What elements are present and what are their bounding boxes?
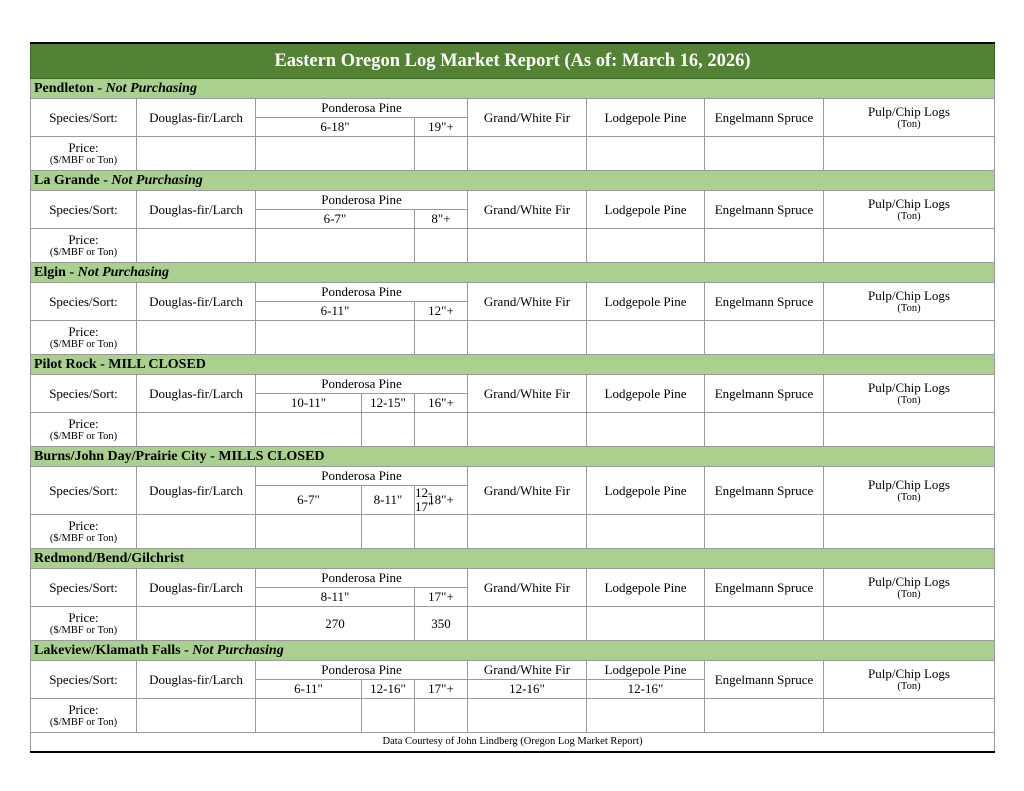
species-sort-label: Species/Sort: xyxy=(31,191,137,229)
ponderosa-header: Ponderosa Pine xyxy=(256,99,468,118)
price-cell xyxy=(468,413,587,447)
price-cell xyxy=(824,699,995,733)
price-cell xyxy=(256,229,415,263)
price-cell xyxy=(415,515,468,548)
price-cell xyxy=(362,699,415,732)
pp-sort: 8-11" xyxy=(362,486,415,514)
ponderosa-header: Ponderosa Pine xyxy=(256,569,468,588)
lodgepole-header: Lodgepole Pine xyxy=(587,661,705,680)
pp-sort xyxy=(362,680,468,699)
engelmann-header: Engelmann Spruce xyxy=(705,283,824,321)
pulp-header: Pulp/Chip Logs (Ton) xyxy=(824,569,995,607)
lodgepole-header: Lodgepole Pine xyxy=(587,467,705,515)
ponderosa-header: Ponderosa Pine xyxy=(256,283,468,302)
price-cell xyxy=(362,515,468,549)
price-cell xyxy=(415,321,468,355)
price-label: Price: ($/MBF or Ton) xyxy=(31,229,137,263)
engelmann-header: Engelmann Spruce xyxy=(705,661,824,699)
price-cell xyxy=(824,413,995,447)
price-cell xyxy=(137,229,256,263)
price-cell xyxy=(137,413,256,447)
price-cell xyxy=(256,137,415,171)
ponderosa-header: Ponderosa Pine xyxy=(256,467,468,486)
price-value: 350 xyxy=(415,607,468,641)
lodgepole-header: Lodgepole Pine xyxy=(587,283,705,321)
species-sort-label: Species/Sort: xyxy=(31,283,137,321)
pp-sort: 12-16" xyxy=(362,680,415,698)
lodgepole-header: Lodgepole Pine xyxy=(587,191,705,229)
price-cell xyxy=(137,137,256,171)
pulp-header: Pulp/Chip Logs (Ton) xyxy=(824,467,995,515)
price-cell xyxy=(415,699,468,732)
pulp-header: Pulp/Chip Logs (Ton) xyxy=(824,661,995,699)
species-sort-label: Species/Sort: xyxy=(31,467,137,515)
price-cell xyxy=(824,515,995,549)
engelmann-header: Engelmann Spruce xyxy=(705,191,824,229)
species-sort-label: Species/Sort: xyxy=(31,375,137,413)
douglas-fir-header: Douglas-fir/Larch xyxy=(137,191,256,229)
price-cell xyxy=(587,607,705,641)
price-label: Price: ($/MBF or Ton) xyxy=(31,413,137,447)
price-cell xyxy=(824,137,995,171)
price-cell xyxy=(824,229,995,263)
price-cell xyxy=(587,137,705,171)
pulp-header: Pulp/Chip Logs (Ton) xyxy=(824,283,995,321)
price-cell xyxy=(705,607,824,641)
pulp-header: Pulp/Chip Logs (Ton) xyxy=(824,375,995,413)
pp-sort: 12"+ xyxy=(415,302,468,321)
grand-white-fir-header: Grand/White Fir xyxy=(468,99,587,137)
grand-white-fir-sort: 12-16" xyxy=(468,680,587,699)
engelmann-header: Engelmann Spruce xyxy=(705,99,824,137)
grand-white-fir-header: Grand/White Fir xyxy=(468,569,587,607)
price-cell xyxy=(415,137,468,171)
pp-sort: 6-11" xyxy=(256,680,362,699)
douglas-fir-header: Douglas-fir/Larch xyxy=(137,467,256,515)
engelmann-header: Engelmann Spruce xyxy=(705,467,824,515)
region-status: Not Purchasing xyxy=(192,642,284,658)
price-cell xyxy=(362,413,468,447)
lodgepole-sort: 12-16" xyxy=(587,680,705,699)
price-cell xyxy=(587,413,705,447)
pp-sort: 6-7" xyxy=(256,486,362,515)
douglas-fir-header: Douglas-fir/Larch xyxy=(137,99,256,137)
price-label: Price: ($/MBF or Ton) xyxy=(31,607,137,641)
species-sort-label: Species/Sort: xyxy=(31,569,137,607)
region-redmond: Redmond/Bend/Gilchrist xyxy=(31,549,995,569)
price-label: Price: ($/MBF or Ton) xyxy=(31,515,137,549)
grand-white-fir-header: Grand/White Fir xyxy=(468,467,587,515)
pp-sort: 16"+ xyxy=(428,395,454,410)
pp-sort: 8-11" 12-17" 18"+ xyxy=(362,486,468,515)
price-cell xyxy=(705,515,824,549)
price-cell xyxy=(587,515,705,549)
price-cell xyxy=(362,699,468,733)
price-cell xyxy=(824,607,995,641)
log-market-table xyxy=(30,42,995,753)
price-cell xyxy=(705,321,824,355)
price-cell xyxy=(137,699,256,733)
engelmann-header: Engelmann Spruce xyxy=(705,375,824,413)
price-cell xyxy=(137,321,256,355)
price-cell xyxy=(705,229,824,263)
pp-sort: 8"+ xyxy=(415,210,468,229)
price-cell xyxy=(587,229,705,263)
species-sort-label: Species/Sort: xyxy=(31,661,137,699)
grand-white-fir-header: Grand/White Fir xyxy=(468,283,587,321)
price-cell xyxy=(468,229,587,263)
pp-sort: 17"+ xyxy=(428,681,454,696)
price-cell xyxy=(137,515,256,549)
price-cell xyxy=(705,137,824,171)
pp-sort: 10-11" xyxy=(256,394,362,413)
footer-credit: Data Courtesy of John Lindberg (Oregon Log Market Report) xyxy=(31,733,995,753)
pp-sort: 18"+ xyxy=(428,492,454,507)
douglas-fir-header: Douglas-fir/Larch xyxy=(137,661,256,699)
pp-sort: 19"+ xyxy=(415,118,468,137)
price-cell xyxy=(137,607,256,641)
pulp-header: Pulp/Chip Logs (Ton) xyxy=(824,191,995,229)
grand-white-fir-header: Grand/White Fir xyxy=(468,661,587,680)
price-cell xyxy=(705,699,824,733)
region-status: Not Purchasing xyxy=(105,80,197,96)
price-cell xyxy=(256,413,362,447)
pp-sort xyxy=(362,394,468,413)
price-cell xyxy=(468,137,587,171)
region-status: Not Purchasing xyxy=(111,172,203,188)
price-cell xyxy=(362,413,415,446)
price-cell xyxy=(587,321,705,355)
engelmann-header: Engelmann Spruce xyxy=(705,569,824,607)
douglas-fir-header: Douglas-fir/Larch xyxy=(137,569,256,607)
pp-sort: 12-15" xyxy=(362,394,415,412)
price-cell xyxy=(415,413,468,446)
price-cell xyxy=(362,515,415,548)
grand-white-fir-header: Grand/White Fir xyxy=(468,375,587,413)
price-cell xyxy=(705,413,824,447)
price-cell xyxy=(824,321,995,355)
price-cell xyxy=(587,699,705,733)
ponderosa-header: Ponderosa Pine xyxy=(256,191,468,210)
price-label: Price: ($/MBF or Ton) xyxy=(31,321,137,355)
report-title: Eastern Oregon Log Market Report (As of: March 16, 2026) xyxy=(31,43,995,79)
price-value: 270 xyxy=(256,607,415,641)
price-cell xyxy=(468,321,587,355)
region-burns: Burns/John Day/Prairie City - MILLS CLOSED xyxy=(31,447,995,467)
price-cell xyxy=(415,229,468,263)
price-cell xyxy=(468,607,587,641)
douglas-fir-header: Douglas-fir/Larch xyxy=(137,375,256,413)
pp-sort: 8-11" xyxy=(256,588,415,607)
pp-sort: 6-7" xyxy=(256,210,415,229)
region-elgin: Elgin - Not Purchasing xyxy=(31,263,995,283)
price-label: Price: ($/MBF or Ton) xyxy=(31,137,137,171)
price-cell xyxy=(256,321,415,355)
douglas-fir-header: Douglas-fir/Larch xyxy=(137,283,256,321)
region-la-grande: La Grande - Not Purchasing xyxy=(31,171,995,191)
price-label: Price: ($/MBF or Ton) xyxy=(31,699,137,733)
region-pilot-rock: Pilot Rock - MILL CLOSED xyxy=(31,355,995,375)
region-pendleton: Pendleton - Not Purchasing xyxy=(31,79,995,99)
pp-sort: 6-11" xyxy=(256,302,415,321)
lodgepole-header: Lodgepole Pine xyxy=(587,569,705,607)
pp-sort: 17"+ xyxy=(415,588,468,607)
price-cell xyxy=(256,699,362,733)
price-cell xyxy=(256,515,362,549)
ponderosa-header: Ponderosa Pine xyxy=(256,661,468,680)
lodgepole-header: Lodgepole Pine xyxy=(587,99,705,137)
region-lakeview: Lakeview/Klamath Falls - Not Purchasing xyxy=(31,641,995,661)
region-status: Not Purchasing xyxy=(77,264,169,280)
pulp-header: Pulp/Chip Logs (Ton) xyxy=(824,99,995,137)
lodgepole-header: Lodgepole Pine xyxy=(587,375,705,413)
ponderosa-header: Ponderosa Pine xyxy=(256,375,468,394)
price-cell xyxy=(468,699,587,733)
pp-sort: 6-18" xyxy=(256,118,415,137)
species-sort-label: Species/Sort: xyxy=(31,99,137,137)
price-cell xyxy=(468,515,587,549)
grand-white-fir-header: Grand/White Fir xyxy=(468,191,587,229)
